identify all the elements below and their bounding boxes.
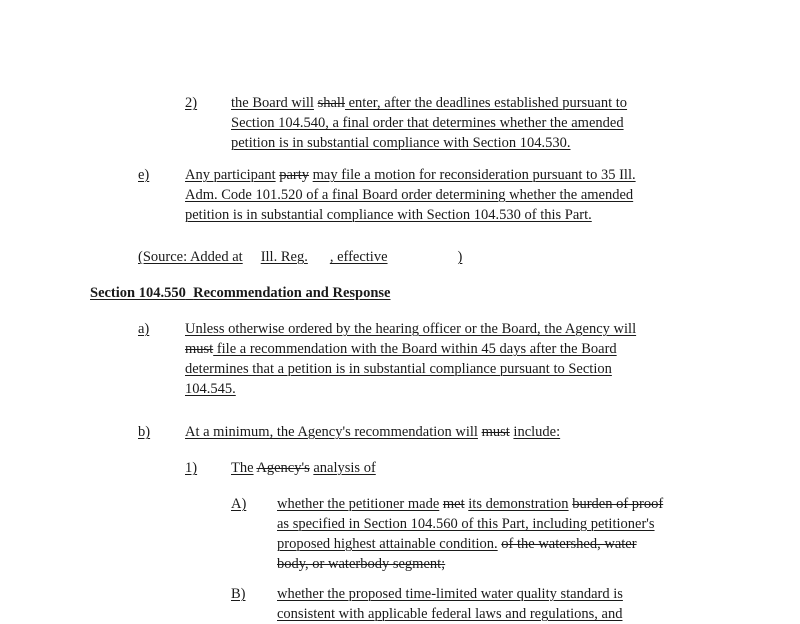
item-a-line4: 104.545.: [185, 381, 236, 397]
item-A-line2: as specified in Section 104.560 of this Part, including petitioner's: [277, 516, 655, 532]
item-B-line1: whether the proposed time-limited water quality standard is: [277, 586, 623, 602]
item-b1-line1: The Agency's analysis of: [231, 460, 376, 476]
source-note: (Source: Added at Ill. Reg. , effective ): [138, 249, 463, 265]
item-e2-line3: petition is in substantial compliance with Section 104.530.: [231, 135, 571, 151]
item-B-line2: consistent with applicable federal laws and regulations, and: [277, 606, 623, 622]
section-number: Section 104.550: [90, 285, 186, 301]
item-b-text: [185, 422, 560, 442]
item-label-B: B): [231, 586, 246, 602]
item-label-a: a): [138, 321, 150, 337]
item-A-line3: proposed highest attainable condition. of the watershed, water: [277, 536, 637, 552]
item-label-e: e): [138, 167, 150, 183]
section-heading: [90, 283, 390, 303]
item-e2-line1: the Board will shall enter, after the deadlines established pursuant to: [231, 95, 628, 111]
item-A-line4: body, or waterbody segment;: [277, 556, 446, 572]
item-label-b: b): [138, 424, 151, 440]
item-e-line2: Adm. Code 101.520 of a final Board order determining whether the amended: [185, 187, 634, 203]
item-e2-text: [231, 93, 627, 153]
item-a-line3: determines that a petition is in substantial compliance pursuant to Section: [185, 361, 612, 377]
item-a-line2: must file a recommendation with the Board within 45 days after the Board: [185, 341, 617, 357]
item-B-text: [277, 584, 623, 624]
item-a-text: [185, 319, 636, 399]
item-label-A: A): [231, 496, 247, 512]
item-label-b1: 1): [185, 460, 198, 476]
item-A-text: [277, 494, 663, 574]
section-title: Recommendation and Response: [193, 285, 391, 301]
item-b-line1: At a minimum, the Agency's recommendation will must include:: [185, 424, 561, 440]
item-A-line1: whether the petitioner made met its demonstration burden of proof: [277, 496, 664, 512]
item-e-text: [185, 165, 636, 225]
item-e-line3: petition is in substantial compliance with Section 104.530 of this Part.: [185, 207, 592, 223]
item-e2-line2: Section 104.540, a final order that determines whether the amended: [231, 115, 624, 131]
item-label-e2: 2): [185, 95, 198, 111]
item-a-line1: Unless otherwise ordered by the hearing officer or the Board, the Agency will: [185, 321, 637, 337]
item-b1-text: [231, 458, 376, 478]
item-e-line1: Any participant party may file a motion for reconsideration pursuant to 35 Ill.: [185, 167, 636, 183]
